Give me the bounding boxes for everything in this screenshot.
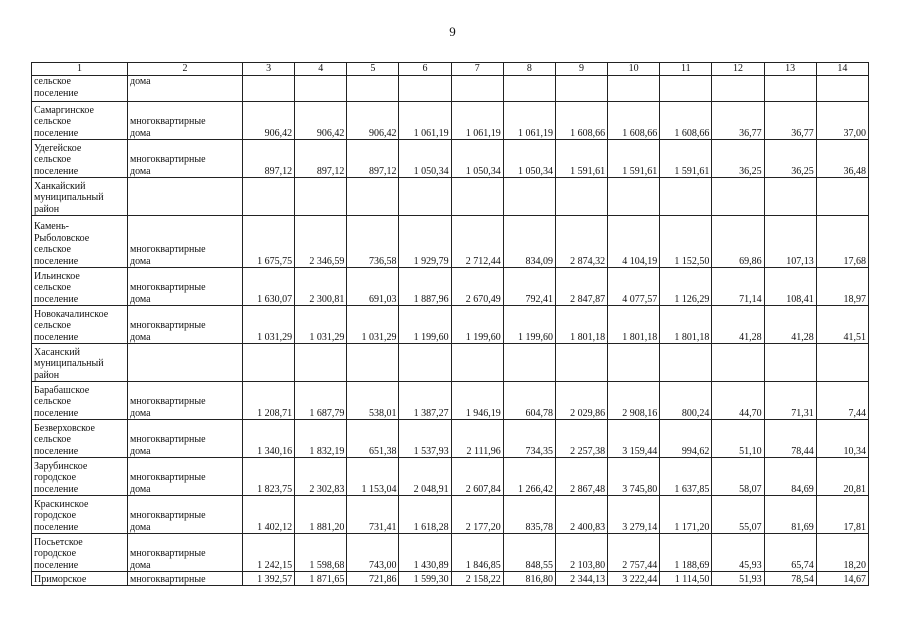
value-cell (399, 344, 451, 382)
value-cell: 604,78 (503, 382, 555, 420)
settlement-name: Зарубинское городское поселение (32, 458, 128, 496)
table-row (32, 268, 869, 306)
value-cell: 1 832,19 (295, 420, 347, 458)
value-cell (764, 76, 816, 102)
housing-type: многоквартирные дома (128, 306, 243, 344)
value-cell: 1 881,20 (295, 496, 347, 534)
value-cell: 41,28 (764, 306, 816, 344)
value-cell: 1 801,18 (660, 306, 712, 344)
value-cell: 1 208,71 (243, 382, 295, 420)
value-cell: 1 199,60 (451, 306, 503, 344)
value-cell: 1 266,42 (503, 458, 555, 496)
value-cell: 1 598,68 (295, 534, 347, 572)
value-cell (816, 178, 868, 216)
value-cell: 2 158,22 (451, 572, 503, 586)
table-row (32, 306, 869, 344)
value-cell: 1 537,93 (399, 420, 451, 458)
value-cell: 2 177,20 (451, 496, 503, 534)
value-cell: 2 847,87 (555, 268, 607, 306)
value-cell: 1 153,04 (347, 458, 399, 496)
value-cell (243, 178, 295, 216)
value-cell: 1 801,18 (555, 306, 607, 344)
settlement-name: сельское поселение (32, 76, 128, 102)
value-cell: 14,67 (816, 572, 868, 586)
value-cell: 69,86 (712, 216, 764, 268)
value-cell: 81,69 (764, 496, 816, 534)
value-cell: 731,41 (347, 496, 399, 534)
value-cell: 691,03 (347, 268, 399, 306)
value-cell (451, 76, 503, 102)
table-row (32, 140, 869, 178)
value-cell: 7,44 (816, 382, 868, 420)
value-cell (555, 178, 607, 216)
value-cell: 108,41 (764, 268, 816, 306)
value-cell: 1 591,61 (555, 140, 607, 178)
value-cell: 800,24 (660, 382, 712, 420)
settlement-name: Барабашское сельское поселение (32, 382, 128, 420)
value-cell (764, 344, 816, 382)
value-cell: 1 061,19 (451, 102, 503, 140)
value-cell: 792,41 (503, 268, 555, 306)
value-cell (712, 344, 764, 382)
value-cell: 906,42 (347, 102, 399, 140)
value-cell: 65,74 (764, 534, 816, 572)
value-cell: 1 199,60 (399, 306, 451, 344)
column-number: 2 (128, 63, 243, 76)
column-number: 8 (503, 63, 555, 76)
value-cell: 734,35 (503, 420, 555, 458)
value-cell (816, 76, 868, 102)
value-cell: 1 050,34 (399, 140, 451, 178)
value-cell (347, 76, 399, 102)
column-number: 1 (32, 63, 128, 76)
value-cell (295, 76, 347, 102)
column-number: 6 (399, 63, 451, 76)
value-cell: 1 188,69 (660, 534, 712, 572)
housing-type: многоквартирные дома (128, 420, 243, 458)
value-cell: 743,00 (347, 534, 399, 572)
value-cell (503, 178, 555, 216)
value-cell (608, 178, 660, 216)
value-cell: 1 630,07 (243, 268, 295, 306)
value-cell: 17,68 (816, 216, 868, 268)
value-cell: 1 608,66 (555, 102, 607, 140)
value-cell: 78,44 (764, 420, 816, 458)
value-cell: 20,81 (816, 458, 868, 496)
value-cell: 1 171,20 (660, 496, 712, 534)
value-cell: 2 103,80 (555, 534, 607, 572)
housing-type: многоквартирные дома (128, 102, 243, 140)
table-row (32, 572, 869, 586)
value-cell: 3 279,14 (608, 496, 660, 534)
value-cell: 41,51 (816, 306, 868, 344)
value-cell: 1 887,96 (399, 268, 451, 306)
value-cell: 1 387,27 (399, 382, 451, 420)
value-cell: 55,07 (712, 496, 764, 534)
value-cell: 36,77 (764, 102, 816, 140)
value-cell: 1 061,19 (399, 102, 451, 140)
settlement-name: Краскинское городское поселение (32, 496, 128, 534)
value-cell: 4 077,57 (608, 268, 660, 306)
value-cell: 45,93 (712, 534, 764, 572)
value-cell: 1 929,79 (399, 216, 451, 268)
value-cell: 1 637,85 (660, 458, 712, 496)
value-cell (764, 178, 816, 216)
table-row (32, 382, 869, 420)
settlement-name: Новокачалинское сельское поселение (32, 306, 128, 344)
value-cell (816, 344, 868, 382)
value-cell: 816,80 (503, 572, 555, 586)
value-cell: 18,20 (816, 534, 868, 572)
value-cell: 1 152,50 (660, 216, 712, 268)
value-cell (451, 344, 503, 382)
value-cell: 36,25 (764, 140, 816, 178)
value-cell: 721,86 (347, 572, 399, 586)
value-cell (608, 76, 660, 102)
value-cell: 1 430,89 (399, 534, 451, 572)
value-cell: 1 061,19 (503, 102, 555, 140)
value-cell: 897,12 (347, 140, 399, 178)
column-number: 11 (660, 63, 712, 76)
column-number: 13 (764, 63, 816, 76)
value-cell: 1 946,19 (451, 382, 503, 420)
value-cell: 36,48 (816, 140, 868, 178)
housing-type: многоквартирные (128, 572, 243, 586)
value-cell: 1 050,34 (503, 140, 555, 178)
settlement-name: Хасанский муниципальный район (32, 344, 128, 382)
table-row (32, 216, 869, 268)
value-cell (347, 344, 399, 382)
value-cell: 1 114,50 (660, 572, 712, 586)
value-cell: 1 031,29 (295, 306, 347, 344)
value-cell: 78,54 (764, 572, 816, 586)
value-cell (399, 178, 451, 216)
value-cell (451, 178, 503, 216)
page-number: 9 (449, 24, 456, 39)
value-cell: 2 302,83 (295, 458, 347, 496)
value-cell: 538,01 (347, 382, 399, 420)
value-cell: 1 126,29 (660, 268, 712, 306)
value-cell: 1 199,60 (503, 306, 555, 344)
settlement-name: Посьетское городское поселение (32, 534, 128, 572)
value-cell: 2 757,44 (608, 534, 660, 572)
value-cell: 834,09 (503, 216, 555, 268)
housing-type: многоквартирные дома (128, 382, 243, 420)
value-cell (347, 178, 399, 216)
value-cell: 17,81 (816, 496, 868, 534)
value-cell: 1 675,75 (243, 216, 295, 268)
value-cell: 44,70 (712, 382, 764, 420)
value-cell: 1 402,12 (243, 496, 295, 534)
value-cell (608, 344, 660, 382)
housing-type: многоквартирные дома (128, 458, 243, 496)
value-cell: 1 031,29 (347, 306, 399, 344)
value-cell: 897,12 (243, 140, 295, 178)
header-row (32, 63, 869, 76)
value-cell: 2 029,86 (555, 382, 607, 420)
value-cell: 2 400,83 (555, 496, 607, 534)
column-number: 12 (712, 63, 764, 76)
table-row (32, 420, 869, 458)
value-cell: 1 031,29 (243, 306, 295, 344)
value-cell: 736,58 (347, 216, 399, 268)
value-cell (503, 344, 555, 382)
value-cell (555, 344, 607, 382)
value-cell: 1 608,66 (608, 102, 660, 140)
settlement-name: Самаргинское сельское поселение (32, 102, 128, 140)
column-number: 5 (347, 63, 399, 76)
settlement-name: Ильинское сельское поселение (32, 268, 128, 306)
housing-type (128, 178, 243, 216)
value-cell: 2 111,96 (451, 420, 503, 458)
value-cell: 848,55 (503, 534, 555, 572)
value-cell: 2 670,49 (451, 268, 503, 306)
value-cell: 58,07 (712, 458, 764, 496)
housing-type: многоквартирные дома (128, 534, 243, 572)
housing-type: дома (128, 76, 243, 102)
housing-type: многоквартирные дома (128, 140, 243, 178)
table-row (32, 496, 869, 534)
value-cell (295, 344, 347, 382)
column-number: 4 (295, 63, 347, 76)
value-cell: 2 712,44 (451, 216, 503, 268)
value-cell: 3 222,44 (608, 572, 660, 586)
value-cell: 2 257,38 (555, 420, 607, 458)
value-cell: 3 159,44 (608, 420, 660, 458)
table-row (32, 534, 869, 572)
column-number: 9 (555, 63, 607, 76)
column-number: 7 (451, 63, 503, 76)
value-cell: 2 300,81 (295, 268, 347, 306)
value-cell: 897,12 (295, 140, 347, 178)
value-cell: 1 242,15 (243, 534, 295, 572)
table-row (32, 102, 869, 140)
value-cell: 1 599,30 (399, 572, 451, 586)
value-cell (243, 76, 295, 102)
value-cell: 18,97 (816, 268, 868, 306)
value-cell: 835,78 (503, 496, 555, 534)
table-row (32, 458, 869, 496)
value-cell: 906,42 (295, 102, 347, 140)
value-cell: 41,28 (712, 306, 764, 344)
value-cell: 1 871,65 (295, 572, 347, 586)
value-cell: 1 591,61 (660, 140, 712, 178)
table-row (32, 178, 869, 216)
value-cell (399, 76, 451, 102)
value-cell: 994,62 (660, 420, 712, 458)
value-cell: 1 340,16 (243, 420, 295, 458)
value-cell: 1 823,75 (243, 458, 295, 496)
value-cell: 1 801,18 (608, 306, 660, 344)
column-number: 3 (243, 63, 295, 76)
value-cell: 71,31 (764, 382, 816, 420)
column-number: 14 (816, 63, 868, 76)
housing-type (128, 344, 243, 382)
value-cell: 1 846,85 (451, 534, 503, 572)
value-cell: 2 908,16 (608, 382, 660, 420)
settlement-name: Камень- Рыболовское сельское поселение (32, 216, 128, 268)
housing-type: многоквартирные дома (128, 268, 243, 306)
value-cell (712, 76, 764, 102)
housing-type: многоквартирные дома (128, 496, 243, 534)
value-cell (712, 178, 764, 216)
column-number: 10 (608, 63, 660, 76)
value-cell: 651,38 (347, 420, 399, 458)
tariff-table (31, 62, 869, 586)
value-cell: 71,14 (712, 268, 764, 306)
value-cell (503, 76, 555, 102)
value-cell (295, 178, 347, 216)
settlement-name: Ханкайский муниципальный район (32, 178, 128, 216)
value-cell: 1 618,28 (399, 496, 451, 534)
value-cell: 1 392,57 (243, 572, 295, 586)
value-cell (555, 76, 607, 102)
value-cell: 107,13 (764, 216, 816, 268)
value-cell: 1 608,66 (660, 102, 712, 140)
value-cell: 51,93 (712, 572, 764, 586)
value-cell (660, 178, 712, 216)
value-cell: 1 687,79 (295, 382, 347, 420)
value-cell (243, 344, 295, 382)
settlement-name: Удегейское сельское поселение (32, 140, 128, 178)
table-row (32, 344, 869, 382)
value-cell: 2 867,48 (555, 458, 607, 496)
table-row (32, 76, 869, 102)
settlement-name: Приморское (32, 572, 128, 586)
value-cell: 37,00 (816, 102, 868, 140)
value-cell: 84,69 (764, 458, 816, 496)
settlement-name: Безверховское сельское поселение (32, 420, 128, 458)
value-cell: 906,42 (243, 102, 295, 140)
value-cell: 10,34 (816, 420, 868, 458)
value-cell: 36,77 (712, 102, 764, 140)
value-cell: 2 874,32 (555, 216, 607, 268)
housing-type: многоквартирные дома (128, 216, 243, 268)
value-cell: 2 607,84 (451, 458, 503, 496)
value-cell: 2 344,13 (555, 572, 607, 586)
value-cell (660, 344, 712, 382)
value-cell: 1 591,61 (608, 140, 660, 178)
value-cell: 2 346,59 (295, 216, 347, 268)
value-cell: 2 048,91 (399, 458, 451, 496)
value-cell: 1 050,34 (451, 140, 503, 178)
value-cell (660, 76, 712, 102)
value-cell: 3 745,80 (608, 458, 660, 496)
value-cell: 36,25 (712, 140, 764, 178)
value-cell: 4 104,19 (608, 216, 660, 268)
value-cell: 51,10 (712, 420, 764, 458)
